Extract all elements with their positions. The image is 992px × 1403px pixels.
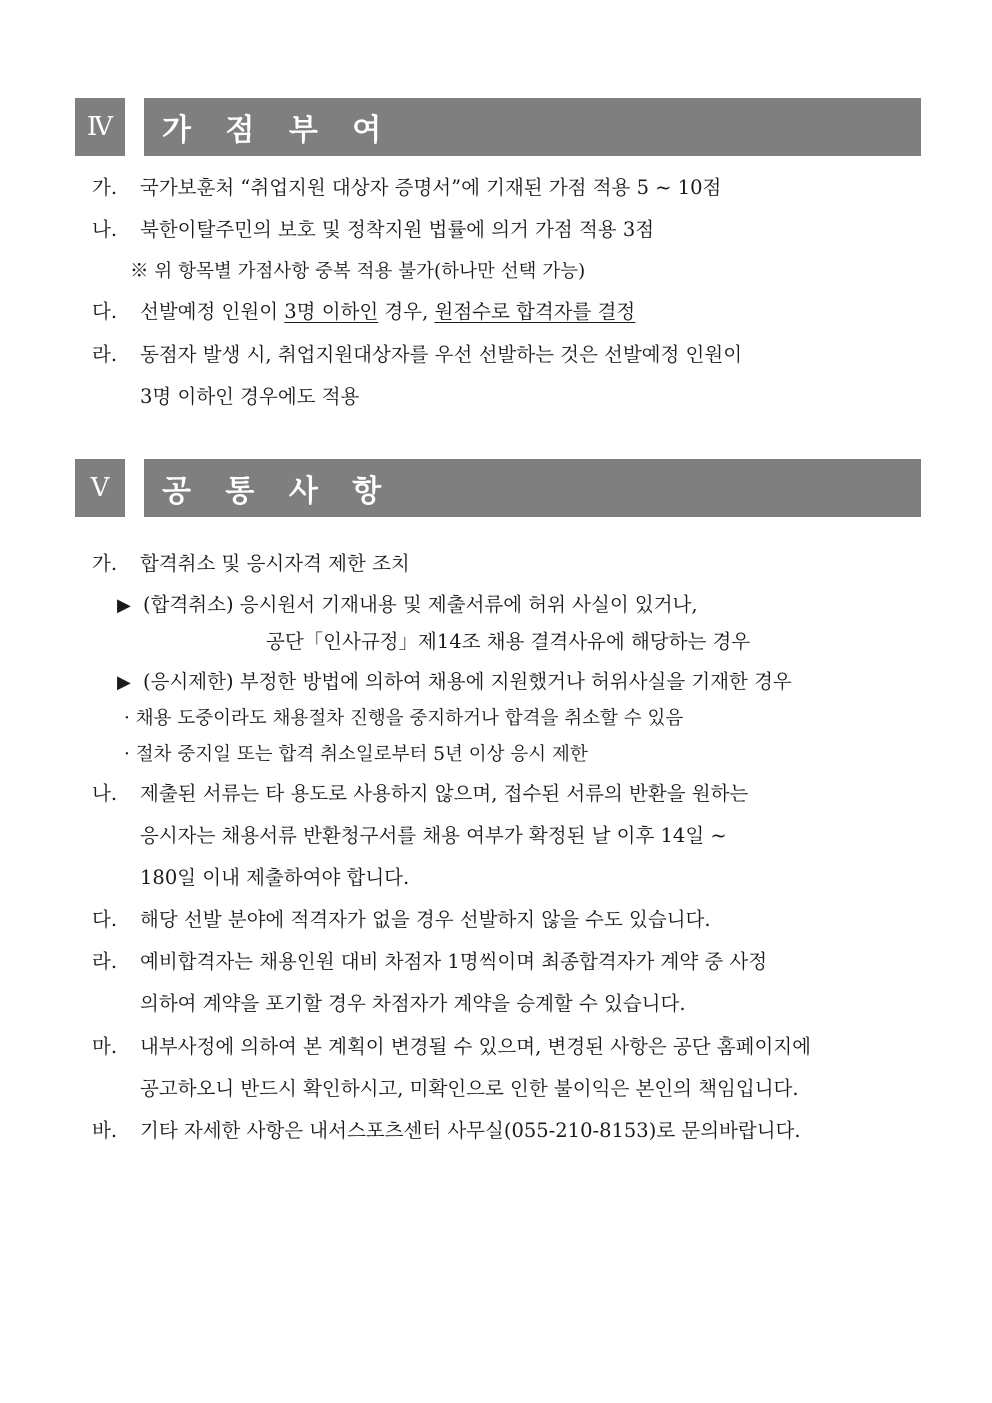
section-title: 공 통 사 항: [144, 459, 921, 517]
item-marker: 라.: [92, 950, 118, 973]
item-marker: 나.: [92, 782, 118, 805]
item-continuation: 공단「인사규정」제14조 채용 결격사유에 해당하는 경우: [266, 630, 751, 653]
item-text: 기타 자세한 사항은 내서스포츠센터 사무실(055-210-8153)로 문의바랍니다.: [140, 1119, 801, 1142]
item-text: 동점자 발생 시, 취업지원대상자를 우선 선발하는 것은 선발예정 인원이: [140, 343, 743, 366]
note-text: ※ 위 항목별 가점사항 중복 적용 불가(하나만 선택 가능): [130, 261, 586, 282]
item-text: 해당 선발 분야에 적격자가 없을 경우 선발하지 않을 수도 있습니다.: [140, 908, 711, 931]
item-text: 북한이탈주민의 보호 및 정착지원 법률에 의거 가점 적용 3점: [140, 218, 655, 241]
item-text: 합격취소 및 응시자격 제한 조치: [140, 552, 410, 575]
list-item: [92, 1118, 801, 1144]
list-item: [92, 1034, 811, 1060]
item-marker: 라.: [92, 343, 118, 366]
list-item: [92, 342, 742, 368]
section-number: Ⅴ: [75, 459, 125, 517]
bullet-item: [117, 592, 698, 619]
item-text: 선발예정 인원이: [140, 300, 285, 323]
item-text: 경우,: [378, 300, 435, 323]
list-item: [92, 949, 767, 975]
item-marker: 다.: [92, 300, 118, 323]
item-continuation: 의하여 계약을 포기할 경우 차점자가 계약을 승계할 수 있습니다.: [140, 992, 686, 1015]
item-continuation: 3명 이하인 경우에도 적용: [140, 385, 360, 408]
underlined-text: 3명 이하인: [284, 300, 379, 323]
list-item: [92, 551, 410, 577]
item-marker: 가.: [92, 176, 118, 199]
section-v-header: [75, 459, 921, 517]
section-title: 가 점 부 여: [144, 98, 921, 156]
item-text: 국가보훈처 “취업지원 대상자 증명서”에 기재된 가점 적용 5 ~ 10점: [140, 176, 722, 199]
item-marker: 마.: [92, 1035, 118, 1058]
item-text: 제출된 서류는 타 용도로 사용하지 않으며, 접수된 서류의 반환을 원하는: [140, 782, 749, 805]
list-item: [92, 217, 654, 243]
item-text: (응시제한) 부정한 방법에 의하여 채용에 지원했거나 허위사실을 기재한 경우: [143, 670, 792, 693]
dot-item: · 채용 도중이라도 채용절차 진행을 중지하거나 합격을 취소할 수 있음: [124, 708, 684, 729]
item-marker: 바.: [92, 1119, 118, 1142]
dot-item: · 절차 중지일 또는 합격 취소일로부터 5년 이상 응시 제한: [124, 744, 588, 765]
item-text: 내부사정에 의하여 본 계획이 변경될 수 있으며, 변경된 사항은 공단 홈페이지에: [140, 1035, 811, 1058]
bullet-item: [117, 669, 792, 696]
triangle-bullet-icon: ▶: [117, 595, 131, 616]
item-text: 예비합격자는 채용인원 대비 차점자 1명씩이며 최종합격자가 계약 중 사정: [140, 950, 768, 973]
list-item: [92, 175, 721, 201]
section-iv-header: [75, 98, 921, 156]
list-item: [92, 781, 748, 807]
item-continuation: 공고하오니 반드시 확인하시고, 미확인으로 인한 불이익은 본인의 책임입니다.: [140, 1077, 799, 1100]
underlined-text: 원점수로 합격자를 결정: [434, 300, 636, 323]
item-continuation: 180일 이내 제출하여야 합니다.: [140, 866, 410, 889]
item-marker: 가.: [92, 552, 118, 575]
item-text: (합격취소) 응시원서 기재내용 및 제출서류에 허위 사실이 있거나,: [143, 593, 698, 616]
list-item: [92, 299, 635, 325]
item-continuation: 응시자는 채용서류 반환청구서를 채용 여부가 확정된 날 이후 14일 ~: [140, 824, 727, 847]
section-number: Ⅳ: [75, 98, 125, 156]
triangle-bullet-icon: ▶: [117, 672, 131, 693]
item-marker: 다.: [92, 908, 118, 931]
list-item: [92, 907, 711, 933]
item-marker: 나.: [92, 218, 118, 241]
